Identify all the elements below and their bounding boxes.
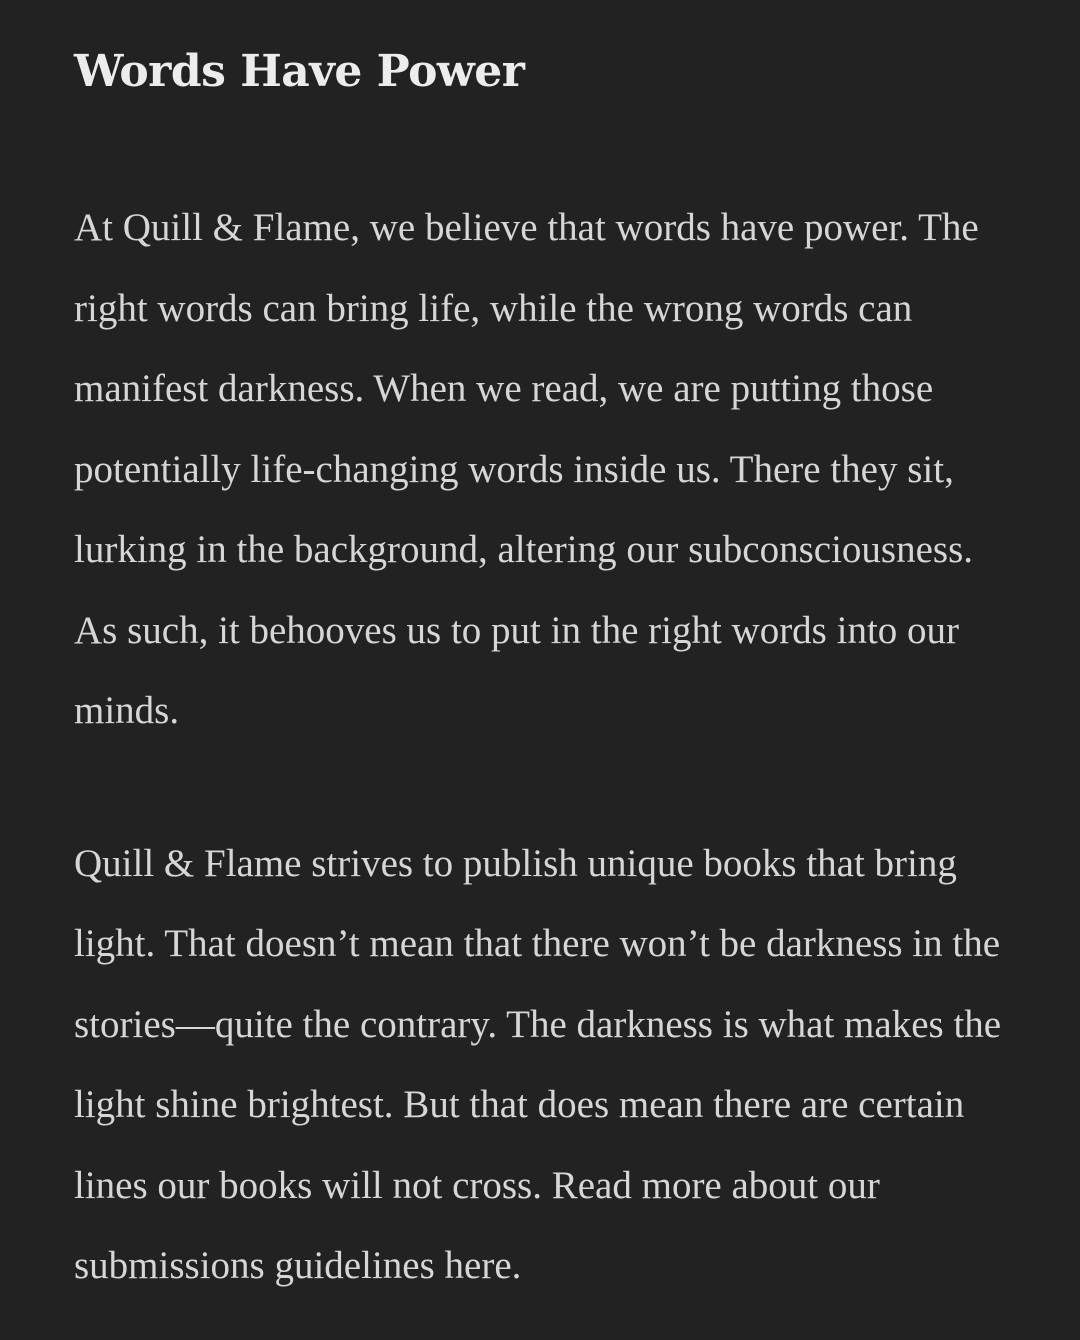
- mission-paragraph-end: .: [511, 1244, 522, 1287]
- submission-guidelines-link[interactable]: here: [444, 1244, 512, 1287]
- intro-paragraph: At Quill & Flame, we believe that words have power. The right words can bring life, while the wrong words can manifest darkness. When we read, we are putting those potentially life-changing words inside us. There they sit, lurking in the background, altering our subconsciousness. As such, it behooves us to put in the right words into our minds.: [74, 206, 979, 732]
- section-heading: Words Have Power: [74, 46, 525, 97]
- mission-paragraph-text: Quill & Flame strives to publish unique books that bring light. That doesn’t mean that there won’t be darkness in the stories—quite the contrary. The darkness is what makes the light shine brightest. But that does mean there are certain lines our books will not cross. Read more about our submissions guidelines: [74, 841, 1002, 1287]
- mission-paragraph: [74, 824, 1006, 1307]
